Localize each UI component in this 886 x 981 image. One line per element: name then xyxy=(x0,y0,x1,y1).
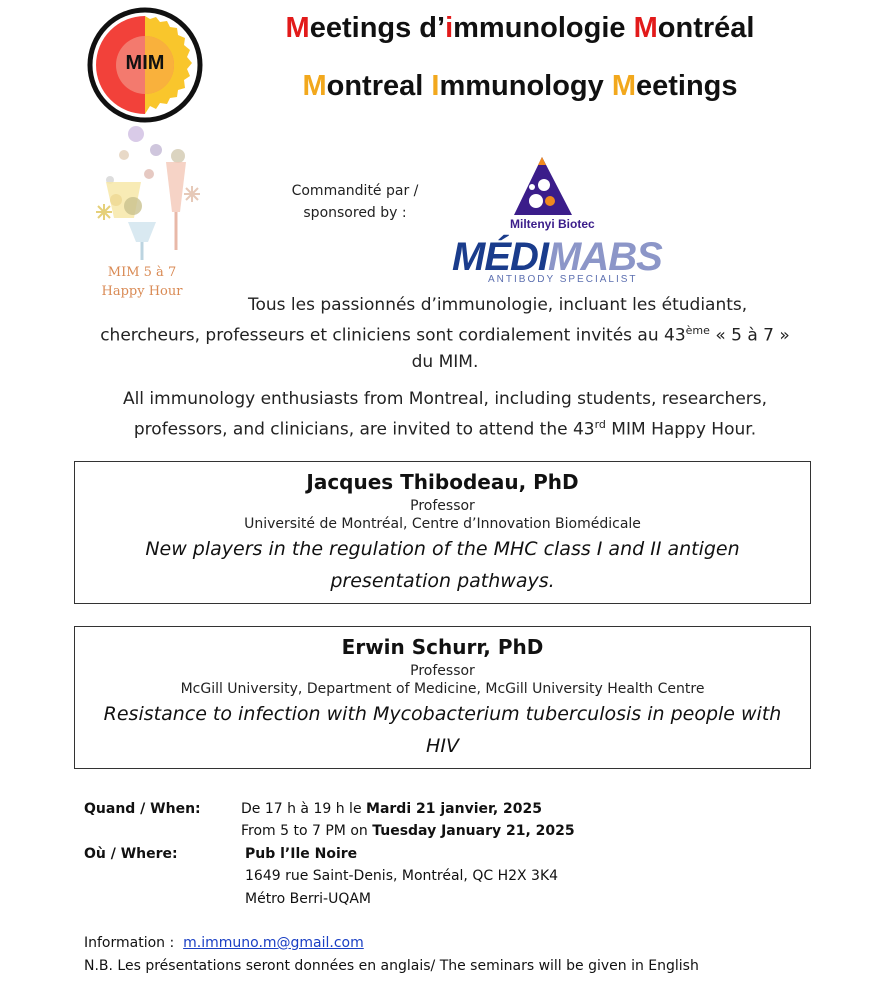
when-french: De 17 h à 19 h le Mardi 21 janvier, 2025 xyxy=(241,801,542,817)
language-note: N.B. Les présentations seront données en anglais/ The seminars will be given in English xyxy=(84,958,699,974)
intro-english xyxy=(40,386,850,443)
title-french xyxy=(240,12,800,45)
speaker-name: Jacques Thibodeau, PhD xyxy=(306,470,579,494)
sponsor-label xyxy=(270,180,440,224)
venue-address: 1649 rue Saint-Denis, Montréal, QC H2X 3K4 xyxy=(245,868,559,884)
information-label: Information : xyxy=(84,935,175,951)
intro-french xyxy=(60,292,830,375)
speaker-affiliation: McGill University, Department of Medicine, McGill University Health Centre xyxy=(180,681,705,697)
title-english xyxy=(240,70,800,103)
miltenyi-triangle-icon xyxy=(510,155,590,217)
medimabs-mabs: MABS xyxy=(548,235,662,279)
talk-title-line2: HIV xyxy=(426,735,459,757)
title-segment: mmunologie xyxy=(453,12,634,44)
venue-metro: Métro Berri-UQAM xyxy=(245,891,371,907)
information-line xyxy=(84,935,364,951)
talk-title-line1: Resistance to infection with Mycobacterium tuberculosis in people with xyxy=(103,703,782,725)
intro-english-line2: professors, and clinicians, are invited to attend the 43rd MIM Happy Hour. xyxy=(133,418,757,440)
happy-hour-line2: Happy Hour xyxy=(101,284,183,299)
speaker-affiliation: Université de Montréal, Centre d’Innovation Biomédicale xyxy=(244,516,641,532)
speaker-box-2 xyxy=(74,626,811,769)
title-segment: M xyxy=(633,12,658,44)
sponsor-label-fr: Commandité par / xyxy=(291,183,419,199)
title-segment: ontréal xyxy=(657,12,755,44)
speaker-role: Professor xyxy=(410,498,475,514)
title-segment: M xyxy=(611,70,636,102)
venue-name: Pub l’Ile Noire xyxy=(245,846,358,862)
title-segment: M xyxy=(302,70,327,102)
speaker-box-1 xyxy=(74,461,811,604)
contact-email-link[interactable]: m.immuno.m@gmail.com xyxy=(183,935,364,951)
talk-title-line1: New players in the regulation of the MHC class I and II antigen xyxy=(145,538,740,560)
intro-french-line1: Tous les passionnés d’immunologie, incluant les étudiants, xyxy=(248,295,748,315)
glasses-bubbles-icon xyxy=(86,122,206,267)
title-segment: I xyxy=(431,70,440,102)
miltenyi-logo xyxy=(510,155,595,235)
title-segment: ontreal xyxy=(326,70,432,102)
medimabs-logo xyxy=(452,236,682,288)
talk-title-line2: presentation pathways. xyxy=(330,570,555,592)
happy-hour-line1: MIM 5 à 7 xyxy=(107,265,177,280)
speaker-name: Erwin Schurr, PhD xyxy=(341,635,544,659)
when-label: Quand / When: xyxy=(84,801,201,817)
title-segment: M xyxy=(285,12,310,44)
happy-hour-illustration xyxy=(86,122,206,307)
mim-logo-text: MIM xyxy=(125,52,165,74)
sponsor-label-en: sponsored by : xyxy=(303,205,407,221)
where-label: Où / Where: xyxy=(84,846,178,862)
intro-french-line2: chercheurs, professeurs et cliniciens sont cordialement invités au 43ème « 5 à 7 » xyxy=(100,324,790,346)
medimabs-medi: MÉDI xyxy=(452,235,548,279)
title-segment: eetings xyxy=(636,70,738,102)
title-segment: i xyxy=(445,12,454,44)
medimabs-tagline: ANTIBODY SPECIALIST xyxy=(488,274,638,285)
mim-logo xyxy=(86,6,204,124)
intro-french-line3: du MIM. xyxy=(411,351,479,372)
speaker-role: Professor xyxy=(410,663,475,679)
title-segment: mmunology xyxy=(439,70,612,102)
miltenyi-name: Miltenyi Biotec xyxy=(510,217,595,231)
intro-english-line1: All immunology enthusiasts from Montreal, including students, researchers, xyxy=(122,389,768,409)
when-english: From 5 to 7 PM on Tuesday January 21, 2025 xyxy=(241,823,575,839)
title-segment: eetings d’ xyxy=(309,12,446,44)
